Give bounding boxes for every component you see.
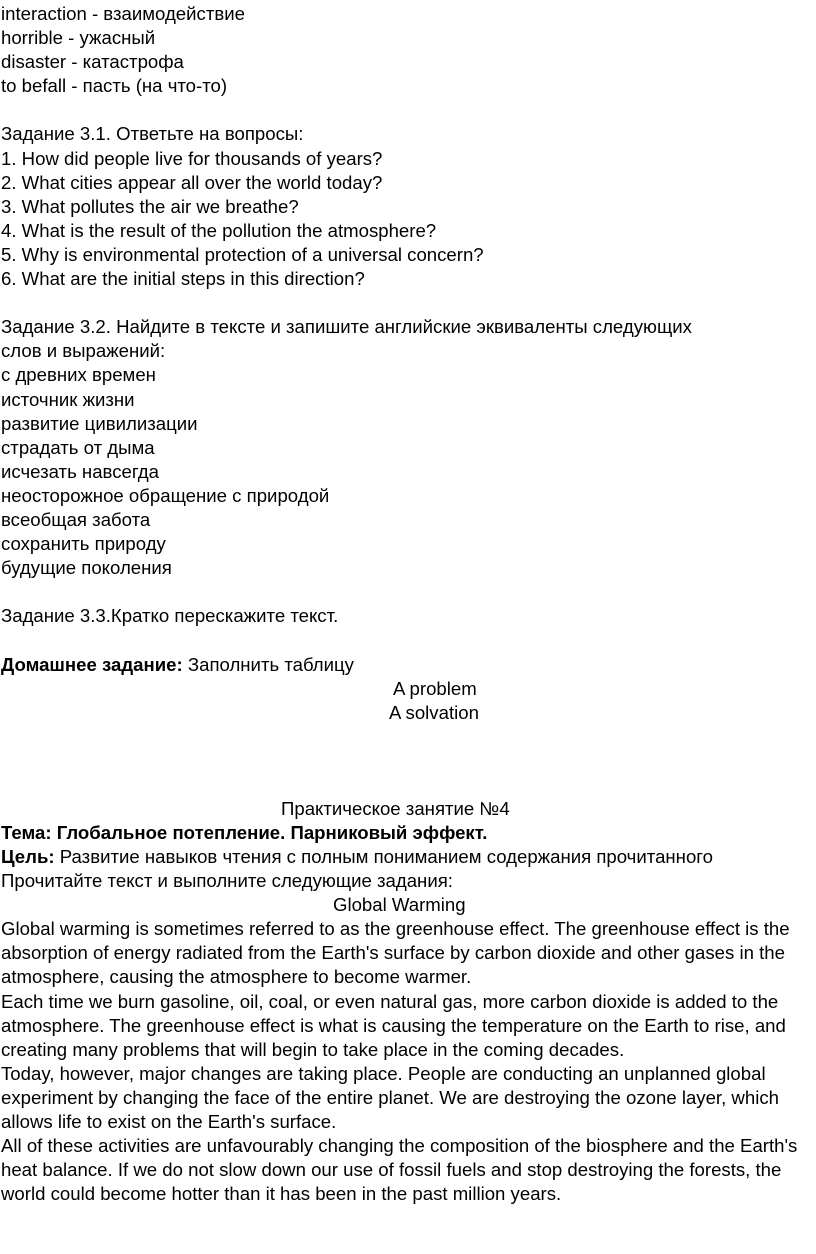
homework-label: Домашнее задание: [1,653,183,675]
vocabulary-list [1,2,816,98]
task-3-1 [1,122,816,291]
spacer [1,580,816,604]
homework-line [1,653,816,677]
question-item: 5. Why is environmental protection of a universal concern? [1,243,484,265]
text-paragraph: Global warming is sometimes referred to as the greenhouse effect. The greenhouse effect is the absorption of energy radiated from the Earth's surface by carbon dioxide and other gases in the atmosphere, causing the atmosphere to become warmer. [1,918,790,988]
task-3-2-heading-line1: Задание 3.2. Найдите в тексте и запишите английские эквиваленты следующих [1,316,692,338]
spacer [1,98,816,122]
question-item: 4. What is the result of the pollution the atmosphere? [1,219,437,241]
question-item: 6. What are the initial steps in this direction? [1,268,365,290]
phrase-item: с древних времен [1,364,156,386]
text-paragraph: Each time we burn gasoline, oil, coal, or even natural gas, more carbon dioxide is added to the atmosphere. The greenhouse effect is what is causing the temperature on the Earth to rise, and creating many problems that will begin to take place in the coming decades. [1,990,786,1060]
lesson-title: Практическое занятие №4 [281,797,510,819]
phrase-item: источник жизни [1,388,135,410]
spacer [1,628,816,652]
phrase-item: сохранить природу [1,533,166,555]
goal-text: Развитие навыков чтения с полным пониманием содержания прочитанного [54,846,714,867]
phrase-item: исчезать навсегда [1,460,159,482]
text-paragraph: All of these activities are unfavourably changing the composition of the biosphere and the Earth's heat balance. If we do not slow down our use of fossil fuels and stop destroying the forests, the world could become hotter than it has been in the past million years. [1,1135,798,1205]
vocab-item: interaction - взаимодействие [1,3,245,24]
homework-table-col2: A solvation [389,701,479,723]
lesson-goal [1,845,816,869]
phrase-item: развитие цивилизации [1,412,198,434]
task-3-2 [1,315,816,580]
phrase-item: будущие поколения [1,557,172,579]
lesson-4 [1,797,816,1207]
lesson-instruction: Прочитайте текст и выполните следующие задания: [1,870,453,892]
task-3-1-heading: Задание 3.1. Ответьте на вопросы: [1,123,304,145]
lesson-topic [1,821,816,845]
text-title: Global Warming [333,894,466,916]
text-paragraph: Today, however, major changes are taking place. People are conducting an unplanned global experiment by changing the face of the entire planet. We are destroying the ozone layer, which allows life to exist on the Earth's surface. [1,1062,779,1133]
task-3-2-heading-line2: слов и выражений: [1,340,166,362]
vocab-item: to befall - пасть (на что-то) [1,75,228,97]
vocab-item: disaster - катастрофа [1,51,184,73]
question-item: 2. What cities appear all over the world today? [1,171,383,193]
spacer [1,725,816,797]
homework-text: Заполнить таблицу [182,653,354,675]
question-item: 1. How did people live for thousands of years? [1,147,383,169]
phrase-item: страдать от дыма [1,436,155,458]
vocab-item: horrible - ужасный [1,27,156,49]
question-item: 3. What pollutes the air we breathe? [1,195,299,217]
phrase-item: неосторожное обращение с природой [1,484,330,506]
topic-label: Тема: Глобальное потепление. Парниковый эффект. [1,821,488,843]
phrase-item: всеобщая забота [1,508,151,530]
goal-label: Цель: [1,846,55,867]
spacer [1,291,816,315]
task-3-3: Задание 3.3.Кратко перескажите текст. [1,605,339,627]
homework-table-col1: A problem [393,677,477,699]
